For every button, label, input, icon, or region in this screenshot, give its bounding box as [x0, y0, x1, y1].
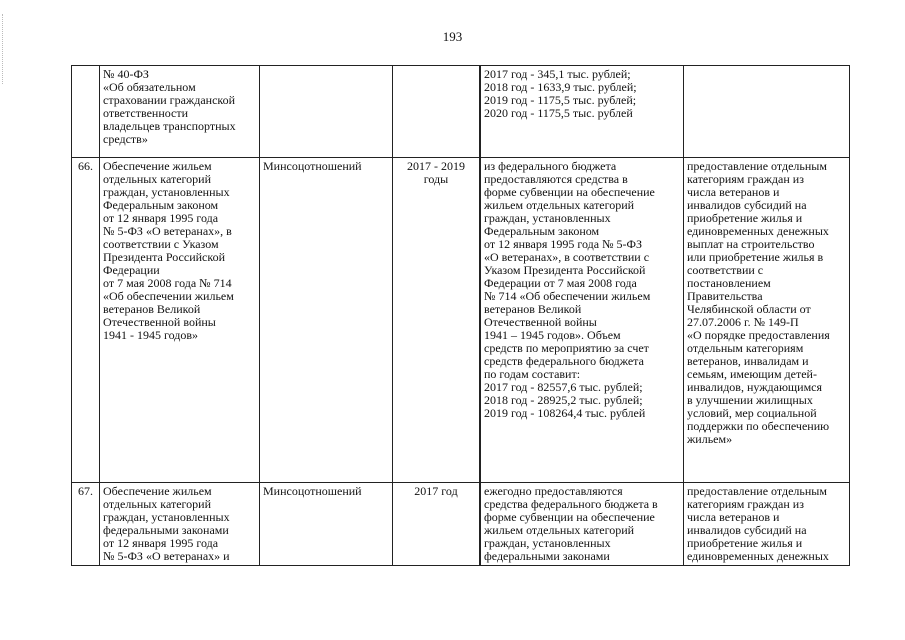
table-row — [72, 66, 850, 158]
measure-name: Обеспечение жильем отдельных категорий граждан, установленных Федеральным законом от 12 января 1995 года № 5-ФЗ «О ветеранах», в соответствии с Указом Президента Российской Федерации от 7 мая 2008 года № 714 «Об обеспечении жильем ветеранов Великой Отечественной войны 1941 - 1945 годов» — [100, 158, 260, 483]
table-row — [72, 483, 850, 566]
responsible-body: Минсоцотношений — [260, 483, 393, 566]
years — [393, 66, 480, 158]
program-table — [71, 65, 850, 566]
expected-result — [684, 66, 850, 158]
funding-description: ежегодно предоставляются средства федерального бюджета в форме субвенции на обеспечение жильем отдельных категорий граждан, установленных федеральными законами — [481, 483, 684, 566]
row-number: 66. — [72, 158, 100, 483]
measure-name: № 40-ФЗ «Об обязательном страховании гражданской ответственности владельцев транспортных средств» — [100, 66, 260, 158]
responsible-body — [260, 66, 393, 158]
table-row — [72, 158, 850, 483]
margin-mark — [2, 14, 4, 84]
funding-description: из федерального бюджета предоставляются средства в форме субвенции на обеспечение жильем отдельных категорий граждан, установленных Федеральным законом от 12 января 1995 года № 5-ФЗ «О ветеранах», в соответствии с Указом Президента Российской Федерации от 7 мая 2008 года № 714 «Об обеспечении жильем ветеранов Великой Отечественной войны 1941 – 1945 годов». Объем средств по мероприятию за счет средств федерального бюджета по годам составит: 2017 год - 82557,6 тыс. рублей; 2018 год - 28925,2 тыс. рублей; 2019 год - 108264,4 тыс. рублей — [481, 158, 684, 483]
expected-result: предоставление отдельным категориям граждан из числа ветеранов и инвалидов субсидий на приобретение жилья и единовременных денежных — [684, 483, 850, 566]
page-number: 193 — [442, 29, 463, 44]
measure-name: Обеспечение жильем отдельных категорий граждан, установленных федеральными законами от 12 января 1995 года № 5-ФЗ «О ветеранах» и — [100, 483, 260, 566]
row-number: 67. — [72, 483, 100, 566]
funding-description: 2017 год - 345,1 тыс. рублей; 2018 год - 1633,9 тыс. рублей; 2019 год - 1175,5 тыс. рублей; 2020 год - 1175,5 тыс. рублей — [481, 66, 684, 158]
years: 2017 - 2019 годы — [393, 158, 480, 483]
responsible-body: Минсоцотношений — [260, 158, 393, 483]
row-number — [72, 66, 100, 158]
years: 2017 год — [393, 483, 480, 566]
expected-result: предоставление отдельным категориям граждан из числа ветеранов и инвалидов субсидий на приобретение жилья и единовременных денежных выплат на строительство или приобретение жилья в соответствии с постановлением Правительства Челябинской области от 27.07.2006 г. № 149-П «О порядке предоставления отдельным категориям ветеранов, инвалидам и семьям, имеющим детей- инвалидов, нуждающимся в улучшении жилищных условий, мер социальной поддержки по обеспечению жильем» — [684, 158, 850, 483]
